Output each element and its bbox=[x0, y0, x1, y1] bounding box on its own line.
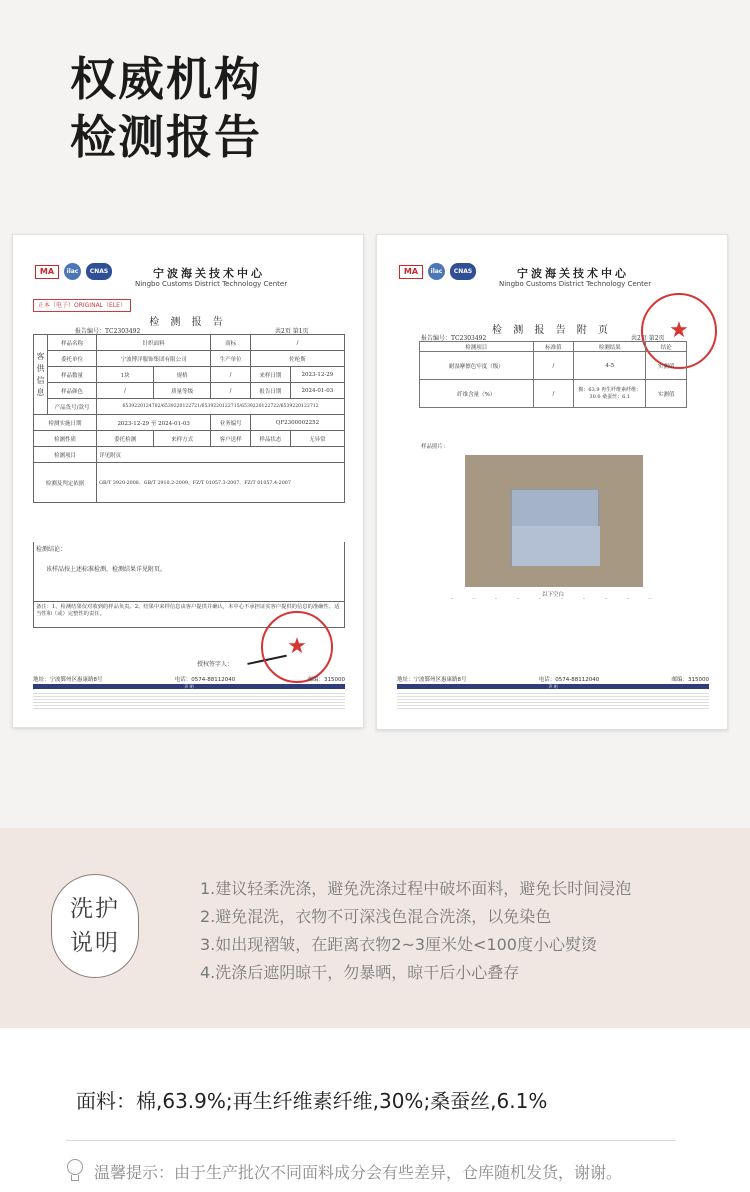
column-header: 检测结果 bbox=[574, 342, 646, 352]
ilac-logo-icon: ilac bbox=[64, 263, 81, 280]
column-header: 结论 bbox=[646, 342, 687, 352]
ilac-logo-icon: ilac bbox=[428, 263, 445, 280]
accreditation-logos bbox=[35, 263, 112, 280]
cell-label: 报告日期 bbox=[251, 383, 291, 399]
report-number: 报告编号：TC2303492 bbox=[421, 335, 487, 342]
page-number: 共2页 第1页 bbox=[275, 328, 309, 335]
report-note: 备注：1、检测结果仅对收到的样品负责。2、结果中来样信息由客户提供并确认，本中心不承担证实客户提供的信息的准确性、适当性和（或）完整性的责任。 bbox=[33, 602, 345, 628]
table-cell: 实测值 bbox=[646, 352, 687, 380]
conclusion-label: 检测结论： bbox=[36, 546, 67, 553]
column-header: 标准值 bbox=[533, 342, 574, 352]
address-text: 地址：宁波鄞州区惠康路8号 bbox=[33, 677, 103, 683]
report-number: 报告编号：TC2303492 bbox=[75, 328, 141, 335]
cell-value: 佐纶斯 bbox=[251, 351, 345, 367]
care-list bbox=[200, 875, 631, 987]
hero-title bbox=[70, 50, 262, 166]
cell-label: 业务编号 bbox=[211, 415, 251, 431]
cell-label: 样品状态 bbox=[251, 431, 291, 447]
cell-label: 样品颜色 bbox=[48, 383, 97, 399]
cma-logo-icon: MA bbox=[35, 265, 59, 279]
phone-text: 电话：0574-88112040 bbox=[174, 677, 236, 683]
cell-label: 质量等级 bbox=[154, 383, 211, 399]
cell-label: 委托单位 bbox=[48, 351, 97, 367]
cell-value: / bbox=[97, 383, 154, 399]
dot-divider: · · · · · · · · · · bbox=[451, 596, 651, 603]
phone-text: 电话：0574-88112040 bbox=[538, 677, 600, 683]
divider bbox=[66, 1140, 676, 1141]
table-cell: 实测值 bbox=[646, 380, 687, 408]
cell-label: 样品数量 bbox=[48, 367, 97, 383]
address-text: 地址：宁波鄞州区惠康路8号 bbox=[397, 677, 467, 683]
sample-photo bbox=[465, 455, 643, 587]
cell-value: QF2300002252 bbox=[251, 415, 345, 431]
center-name-en: Ningbo Customs District Technology Center bbox=[499, 280, 652, 288]
cell-label: 检测实施日期 bbox=[34, 415, 97, 431]
conclusion-box bbox=[33, 542, 345, 602]
hero-title-line2: 检测报告 bbox=[70, 110, 262, 164]
accreditation-logos bbox=[399, 263, 476, 280]
statement-bar: 声 明 bbox=[397, 684, 709, 689]
cell-label: 规格 bbox=[154, 367, 211, 383]
conclusion-text: 该样品按上述标准检测，检测结果详见附页。 bbox=[46, 566, 167, 573]
appendix-heading: 检 测 报 告 附 页 bbox=[492, 325, 612, 336]
list-item: 2.避免混洗，衣物不可深浅色混合洗涤，以免染色 bbox=[200, 907, 552, 926]
cell-label: 商标 bbox=[211, 335, 251, 351]
cell-value: / bbox=[251, 335, 345, 351]
fine-print bbox=[397, 691, 709, 709]
cell-value: 无异常 bbox=[290, 431, 344, 447]
cell-value: GB/T 3920-2008、GB/T 2910.2-2009、FZ/T 01057.3-2007、FZ/T 01057.4-2007 bbox=[97, 463, 345, 503]
center-name-en: Ningbo Customs District Technology Center bbox=[135, 280, 288, 288]
fine-print bbox=[33, 691, 345, 709]
cell-label: 检测项目 bbox=[34, 447, 97, 463]
warm-tip bbox=[64, 1158, 622, 1184]
care-badge-line2: 说明 bbox=[70, 930, 120, 956]
cnas-logo-icon: CNAS bbox=[450, 263, 476, 280]
results-table bbox=[419, 341, 687, 408]
care-instructions-section bbox=[0, 828, 750, 1028]
table-cell: 棉：63.9 再生纤维素纤维：30.0 桑蚕丝：6.1 bbox=[574, 380, 646, 408]
table-cell: / bbox=[533, 380, 574, 408]
cell-value: 1块 bbox=[97, 367, 154, 383]
cell-value: / bbox=[211, 367, 251, 383]
cell-value: 详见附页 bbox=[97, 447, 345, 463]
seal-star-icon: ★ bbox=[669, 318, 689, 343]
report-heading: 检 测 报 告 bbox=[149, 317, 227, 328]
center-name-cn: 宁波海关技术中心 bbox=[517, 267, 629, 280]
sample-photo-label: 样品照片： bbox=[421, 444, 449, 450]
table-header-row bbox=[420, 342, 687, 352]
list-item: 4.洗涤后遮阴晾干，勿暴晒，晾干后小心叠存 bbox=[200, 963, 520, 982]
test-report-appendix-page bbox=[376, 234, 728, 730]
table-row bbox=[420, 352, 687, 380]
client-info-side-label: 客供信息 bbox=[34, 335, 48, 415]
cell-label: 检测及判定依据 bbox=[34, 463, 97, 503]
table-cell: 耐湿摩擦色牢度（级） bbox=[420, 352, 534, 380]
warm-tip-text: 温馨提示：由于生产批次不同面料成分会有些差异，仓库随机发货，谢谢。 bbox=[94, 1162, 623, 1182]
list-item: 1.建议轻柔洗涤，避免洗涤过程中破坏面料，避免长时间浸泡 bbox=[200, 879, 632, 898]
cnas-logo-icon: CNAS bbox=[86, 263, 112, 280]
cell-value: / bbox=[211, 383, 251, 399]
cell-value: 宁波博洋服饰集团有限公司 bbox=[97, 351, 211, 367]
report-footer bbox=[397, 675, 709, 709]
fabric-swatch bbox=[511, 489, 599, 565]
fabric-composition: 面料：棉,63.9%;再生纤维素纤维,30%;桑蚕丝,6.1% bbox=[76, 1089, 548, 1113]
cell-label: 样品名称 bbox=[48, 335, 97, 351]
column-header: 检测项目 bbox=[420, 342, 534, 352]
authorized-signer-label: 授权签字人： bbox=[197, 661, 234, 668]
cma-logo-icon: MA bbox=[399, 265, 423, 279]
table-cell: 4-5 bbox=[574, 352, 646, 380]
postcode-text: 邮编：315000 bbox=[671, 677, 709, 683]
cell-label: 来样日期 bbox=[251, 367, 291, 383]
cell-value: 2023-12-29 至 2024-01-03 bbox=[97, 415, 211, 431]
table-row bbox=[420, 380, 687, 408]
table-cell: / bbox=[533, 352, 574, 380]
cell-value: 客户送样 bbox=[211, 431, 251, 447]
cell-label: 来样方式 bbox=[154, 431, 211, 447]
table-cell: 纤维含量（%） bbox=[420, 380, 534, 408]
hero-title-line1: 权威机构 bbox=[70, 52, 262, 106]
center-name-cn: 宁波海关技术中心 bbox=[153, 267, 265, 280]
cell-label: 检测性质 bbox=[34, 431, 97, 447]
lightbulb-icon bbox=[64, 1158, 86, 1184]
care-badge-line1: 洗护 bbox=[70, 896, 120, 922]
report-info-table bbox=[33, 334, 345, 503]
cell-value: 6539220124702/6539220122721/6539220122715/6539220122722/6539220122712 bbox=[97, 399, 345, 415]
seal-star-icon: ★ bbox=[287, 634, 307, 659]
list-item: 3.如出现褶皱，在距离衣物2~3厘米处<100度小心熨烫 bbox=[200, 935, 597, 954]
cell-label: 产品货号/款号 bbox=[48, 399, 97, 415]
cell-value: 2024-01-03 bbox=[290, 383, 344, 399]
below-blank-text: 以下空白 bbox=[542, 592, 565, 598]
original-stamp: 正本（电子）ORIGINAL（ELE） bbox=[33, 299, 131, 312]
cell-label: 生产单位 bbox=[211, 351, 251, 367]
report-footer bbox=[33, 675, 345, 709]
cell-value: 委托检测 bbox=[97, 431, 154, 447]
fabric-info-section bbox=[0, 1028, 750, 1192]
statement-bar: 声 明 bbox=[33, 684, 345, 689]
cell-value: 针织面料 bbox=[97, 335, 211, 351]
cell-value: 2023-12-29 bbox=[290, 367, 344, 383]
test-report-main-page bbox=[12, 234, 364, 728]
page-number: 共2页 第2页 bbox=[631, 335, 665, 342]
care-badge bbox=[51, 874, 139, 978]
official-seal-icon bbox=[261, 611, 333, 683]
postcode-text: 邮编：315000 bbox=[307, 677, 345, 683]
